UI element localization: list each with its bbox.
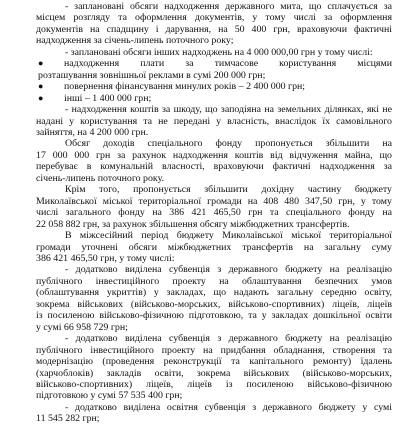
list-item-text [38,58,392,81]
list-item [36,93,392,104]
text-line: місцем розгляду та оформлення документів, у тому числі за оформлення [36,12,392,24]
text-line: В міжсесійний період бюджету Миколаївської міської територіальної [65,230,392,242]
text-line: (облаштування укриттів) у закладах, що надають загальну середню освіту, [36,287,392,299]
text-line: перебуває в комунальній власності, враховуючи фактичні надходження за [36,161,392,173]
text-line: Крім того, пропонується збільшити дохідну частину бюджету [65,184,392,196]
text-line: Миколаївської міської територіальної громади на 408 480 347,50 грн, у тому [36,195,392,207]
paragraph-land-damage [36,104,392,138]
text-line: Обсяг доходів спеціального фонду пропонується збільшити на [65,138,392,150]
text-line: 386 421 465,50 грн, у тому числі: [36,252,175,264]
text-line: - додатково виділена субвенція з державного бюджету на реалізацію [65,264,392,276]
list-item-text [64,93,392,104]
text-line: документів на спадщину і дарування, на 50 400 грн, враховуючи фактичні [36,23,392,35]
paragraph-other-revenues [36,47,392,58]
text-line: публічного інвестиційного проекту на облаштування безпечних умов [36,275,392,287]
list-item-text [64,81,392,92]
paragraph-special-fund [36,138,392,184]
text-line: військово-спортивних) ліцеїв, ліцеїв із посиленою військово-фізичною [36,378,392,390]
bullet-list [36,58,392,104]
text-line: підготовкою у сумі 57 535 400 грн; [36,390,183,402]
text-line: 11 545 282 грн; [36,413,100,425]
text-line: 22 058 882 грн, за рахунок збільшення обсягу міжбюджетних трансфертів. [36,218,350,230]
text-line: громади уточнені обсяги міжбюджетних трансфертів на загальну суму [36,241,392,253]
text-line: - додатково виділена освітня субвенція з державного бюджету у сумі [65,401,392,413]
paragraph-canteen-subvention [36,333,392,402]
text-line: числі загального фонду на 386 421 465,50 грн та спеціального фонду на [36,207,392,219]
bullet-icon: ● [38,81,44,92]
paragraph-shelter-subvention [36,264,392,333]
text-line: - надходження коштів за шкоду, що заподіяна на земельних ділянках, які не [65,104,392,116]
text-line: зайняття, на 4 200 000 грн. [36,126,149,138]
list-item [36,58,392,81]
text-line: (харчоблоків) закладів освіти, зокрема військових (військово-морських, [36,367,392,379]
text-line: із посиленою військово-фізичною підготовкою, та у закладах дошкільної освіти [36,310,392,322]
text-line: - заплановані обсяги інших надходжень на 4 000 000,00 грн у тому числі: [65,46,373,58]
paragraph-intersession [36,230,392,264]
text-line: розташування зовнішньої реклами в сумі 200 000 грн; [38,69,266,81]
text-line: модернізацію (проведення реконструкції та капітального ремонту) їдалень [36,356,392,368]
text-line: публічного інвестиційного проекту на придбання обладнання, створення та [36,344,392,356]
text-line: - додатково виділена субвенція з державного бюджету на реалізацію [65,333,392,345]
paragraph-state-duty [36,1,392,47]
text-line: інші – 1 400 000 грн; [64,92,152,104]
text-line: надходження за січень-липень поточного року; [36,35,234,47]
text-line: - заплановані обсяги надходження державного мита, що сплачується за [65,1,392,12]
text-line: зокрема військових (військово-морських, військово-спортивних) ліцеїв, ліцеїв [36,298,392,310]
text-line: 17 000 000 грн за рахунок надходження коштів від відчуження майна, що [36,149,392,161]
bullet-icon: ● [38,92,44,103]
text-line: повернення фінансування минулих років – 2 400 000 грн; [64,81,306,93]
text-line: надходження плати за тимчасове користування місцями [64,58,392,70]
paragraph-revenue-increase [36,184,392,230]
text-line: січень-липень поточного року. [36,172,164,184]
text-line: надані у користування та не передані у власність, внаслідок їх самовільного [36,115,392,127]
text-line: у сумі 66 958 729 грн; [36,321,128,333]
bullet-icon: ● [38,58,44,69]
list-item [36,81,392,92]
paragraph-education-subvention [36,402,392,425]
